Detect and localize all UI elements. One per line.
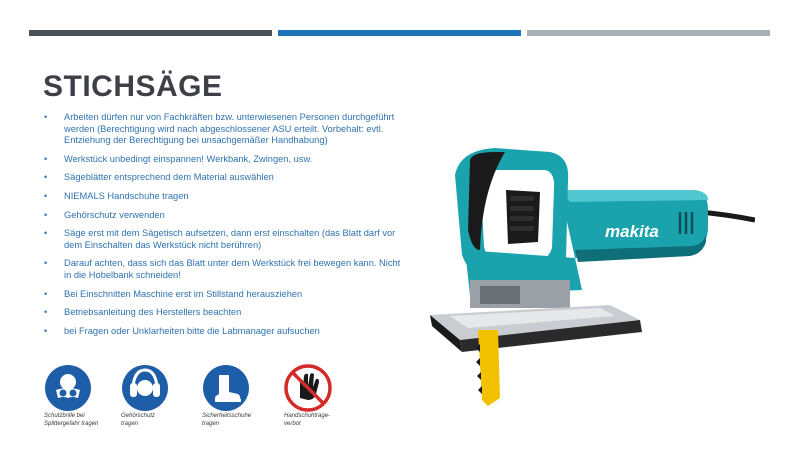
brand-logo: makita bbox=[605, 222, 659, 241]
sign-caption: Gehörschutz tragen bbox=[121, 413, 156, 427]
jigsaw-image bbox=[410, 130, 755, 410]
rule-item: • Bei Einschnitten Maschine erst im Stillstand herausziehen bbox=[44, 289, 404, 301]
rule-item: • Arbeiten dürfen nur von Fachkräften bzw. unterwiesenen Personen durchgeführt werden (Berechtigung wird nach abgeschlossener ASU erteilt. Vorbehalt: evtl. Entziehung der Berechtigung bei unsachgemäßer Handhabung) bbox=[44, 112, 404, 147]
safety-shoes-icon bbox=[202, 364, 250, 412]
rule-item: • Werkstück unbedingt einspannen! Werkbank, Zwingen, usw. bbox=[44, 154, 404, 166]
rule-item: • bei Fragen oder Unklarheiten bitte die Labmanager aufsuchen bbox=[44, 326, 404, 338]
ear-protection-icon bbox=[121, 364, 169, 412]
slide-title: STICHSÄGE bbox=[43, 70, 223, 103]
sign-caption: Schutzbrille bei Splittergefahr tragen bbox=[44, 413, 99, 427]
rule-item: • Gehörschutz verwenden bbox=[44, 210, 404, 222]
sign-caption: Sicherheitsschuhe tragen bbox=[202, 413, 252, 427]
rule-item: • Betriebsanleitung des Herstellers beachten bbox=[44, 307, 404, 319]
safety-rules-list bbox=[44, 112, 404, 344]
rule-item: • NIEMALS Handschuhe tragen bbox=[44, 191, 404, 203]
rule-item: • Darauf achten, dass sich das Blatt unter dem Werkstück frei bewegen kann. Nicht in die Hobelbank schneiden! bbox=[44, 258, 404, 281]
safety-goggles-icon bbox=[44, 364, 92, 412]
header-bar-blue bbox=[278, 30, 521, 36]
rule-item: • Säge erst mit dem Sägetisch aufsetzen, dann erst einschalten (das Blatt darf vor dem Einschalten das Werkstück nicht berühren) bbox=[44, 228, 404, 251]
sign-caption: Handschuhtrage-verbot bbox=[284, 413, 331, 427]
no-gloves-icon bbox=[284, 364, 332, 412]
header-bar-dark bbox=[29, 30, 272, 36]
header-bar-grey bbox=[527, 30, 770, 36]
rule-item: • Sägeblätter entsprechend dem Material auswählen bbox=[44, 172, 404, 184]
